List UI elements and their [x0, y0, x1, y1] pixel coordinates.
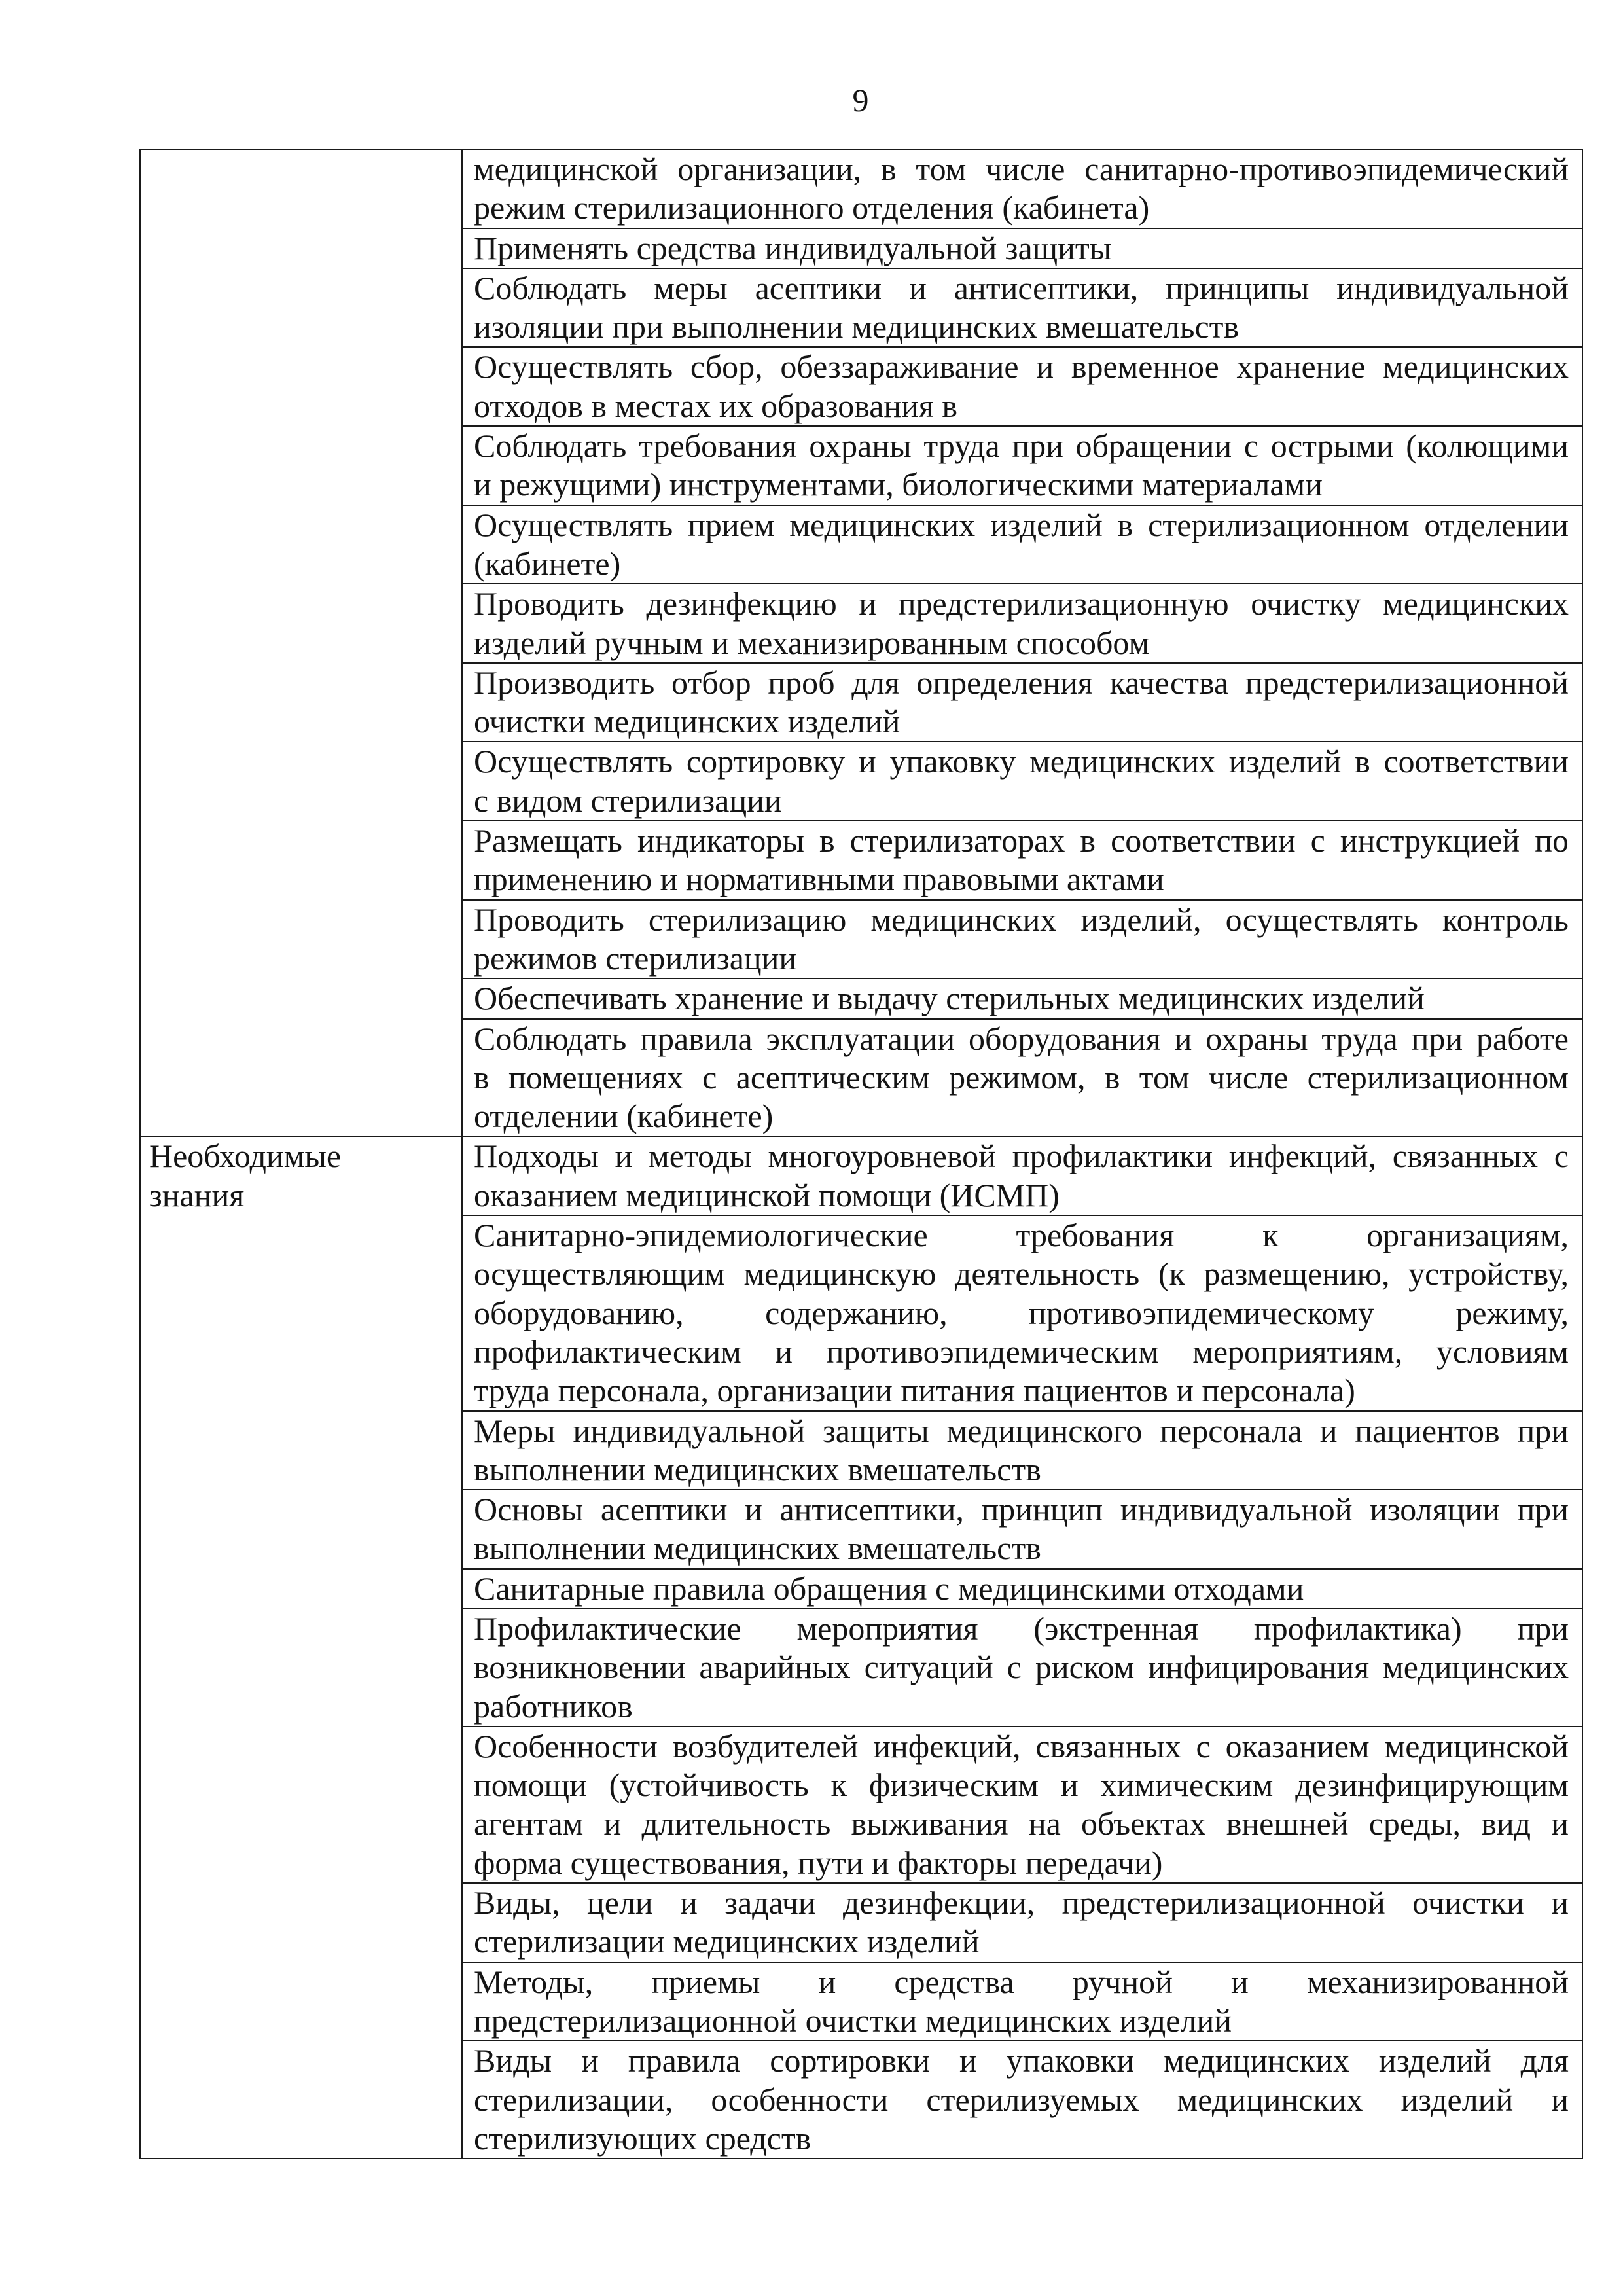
table-cell — [462, 228, 1582, 268]
table-row — [140, 1136, 1582, 1215]
text-line: Размещать индикаторы в стерилизаторах в соответствии с инструкцией по — [474, 822, 1569, 859]
text-line: Санитарные правила обращения с медицинскими отходами — [474, 1570, 1304, 1607]
page-number: 9 — [852, 82, 869, 118]
text-line: Виды и правила сортировки и упаковки медицинских изделий для — [474, 2042, 1569, 2079]
text-line: применению и нормативными правовыми актами — [474, 861, 1164, 898]
table-cell — [462, 2041, 1582, 2159]
text-line: Обеспечивать хранение и выдачу стерильных медицинских изделий — [474, 980, 1425, 1017]
table-cell — [462, 1136, 1582, 1215]
text-line: и режущими) инструментами, биологическими материалами — [474, 466, 1323, 503]
text-line: осуществляющим медицинскую деятельность (к размещению, устройству, — [474, 1255, 1569, 1293]
text-line: Меры индивидуальной защиты медицинского персонала и пациентов при — [474, 1412, 1569, 1449]
section-label-line: знания — [149, 1176, 245, 1213]
text-line: Особенности возбудителей инфекций, связанных с оказанием медицинской — [474, 1727, 1569, 1765]
table-cell — [462, 505, 1582, 584]
text-line: Применять средства индивидуальной защиты — [474, 229, 1112, 266]
text-line: Соблюдать меры асептики и антисептики, принципы индивидуальной — [474, 269, 1569, 306]
text-line: режим стерилизационного отделения (кабинета) — [474, 189, 1150, 226]
text-line: Соблюдать требования охраны труда при обращении с острыми (колющими — [474, 427, 1569, 465]
text-line: стерилизации медицинских изделий — [474, 1923, 980, 1960]
section-label-line: Необходимые — [149, 1138, 342, 1175]
text-line: Соблюдать правила эксплуатации оборудования и охраны труда при работе — [474, 1020, 1569, 1057]
text-line: труда персонала, организации питания пациентов и персонала) — [474, 1372, 1355, 1409]
text-line: изделий ручным и механизированным способом — [474, 624, 1150, 661]
text-line: Проводить дезинфекцию и предстерилизационную очистку медицинских — [474, 585, 1569, 622]
table-body — [140, 149, 1582, 2159]
table-cell — [462, 978, 1582, 1018]
text-line: (кабинете) — [474, 545, 621, 582]
text-line: Методы, приемы и средства ручной и механизированной — [474, 1963, 1569, 2000]
text-line: стерилизующих средств — [474, 2119, 812, 2157]
text-line: выполнении медицинских вмешательств — [474, 1530, 1041, 1567]
text-line: Осуществлять прием медицинских изделий в стерилизационном отделении — [474, 506, 1569, 543]
table-cell — [462, 1490, 1582, 1569]
table-cell — [462, 584, 1582, 663]
section-label-cell — [140, 149, 462, 1136]
table-cell — [462, 426, 1582, 505]
text-line: помощи (устойчивость к физическим и химическим дезинфицирующим — [474, 1767, 1569, 1804]
text-line: очистки медицинских изделий — [474, 703, 901, 740]
text-line: возникновении аварийных ситуаций с риском инфицирования медицинских — [474, 1649, 1569, 1686]
text-line: Профилактические мероприятия (экстренная профилактика) при — [474, 1609, 1569, 1647]
table-cell — [462, 149, 1582, 228]
text-line: Основы асептики и антисептики, принцип индивидуальной изоляции при — [474, 1491, 1569, 1528]
text-line: выполнении медицинских вмешательств — [474, 1450, 1041, 1488]
table-cell — [462, 1569, 1582, 1609]
text-line: Осуществлять сортировку и упаковку медицинских изделий в соответствии — [474, 743, 1569, 780]
table-cell — [462, 663, 1582, 742]
text-line: Виды, цели и задачи дезинфекции, предстерилизационной очистки и — [474, 1884, 1569, 1922]
text-line: профилактическим и противоэпидемическим мероприятиям, условиям — [474, 1333, 1569, 1370]
table-cell — [462, 1411, 1582, 1490]
text-line: в помещениях с асептическим режимом, в том числе стерилизационном — [474, 1058, 1569, 1096]
text-line: предстерилизационной очистки медицинских изделий — [474, 2001, 1232, 2039]
text-line: отходов в местах их образования в — [474, 387, 958, 424]
table-cell — [462, 1883, 1582, 1962]
table-cell — [462, 268, 1582, 348]
text-line: Производить отбор проб для определения качества предстерилизационной — [474, 664, 1569, 701]
text-line: агентам и длительность выживания на объектах внешней среды, вид и — [474, 1805, 1569, 1842]
text-line: отделении (кабинете) — [474, 1098, 774, 1135]
table-cell — [462, 1609, 1582, 1727]
text-line: с видом стерилизации — [474, 781, 782, 819]
text-line: медицинской организации, в том числе санитарно-противоэпидемический — [474, 151, 1569, 187]
section-label-cell — [140, 1136, 462, 2159]
table-row — [140, 149, 1582, 228]
text-line: режимов стерилизации — [474, 939, 797, 977]
table-cell — [462, 1962, 1582, 2041]
competency-table — [139, 149, 1583, 2159]
table-cell — [462, 742, 1582, 821]
table-cell — [462, 900, 1582, 979]
text-line: Осуществлять сбор, обеззараживание и временное хранение медицинских — [474, 348, 1569, 386]
table-cell — [462, 347, 1582, 426]
text-line: работников — [474, 1687, 633, 1725]
text-line: Проводить стерилизацию медицинских изделий, осуществлять контроль — [474, 901, 1569, 938]
text-line: изоляции при выполнении медицинских вмешательств — [474, 308, 1240, 346]
text-line: Подходы и методы многоуровневой профилактики инфекций, связанных с — [474, 1138, 1569, 1175]
text-line: форма существования, пути и факторы передачи) — [474, 1844, 1163, 1881]
table-cell — [462, 1727, 1582, 1883]
table-cell — [462, 1215, 1582, 1410]
text-line: оказанием медицинской помощи (ИСМП) — [474, 1176, 1060, 1213]
table-cell — [462, 821, 1582, 900]
text-line: стерилизации, особенности стерилизуемых медицинских изделий и — [474, 2081, 1569, 2118]
text-line: оборудованию, содержанию, противоэпидемическому режиму, — [474, 1294, 1569, 1331]
text-line: Санитарно-эпидемиологические требования к организациям, — [474, 1217, 1569, 1254]
table-cell — [462, 1019, 1582, 1137]
